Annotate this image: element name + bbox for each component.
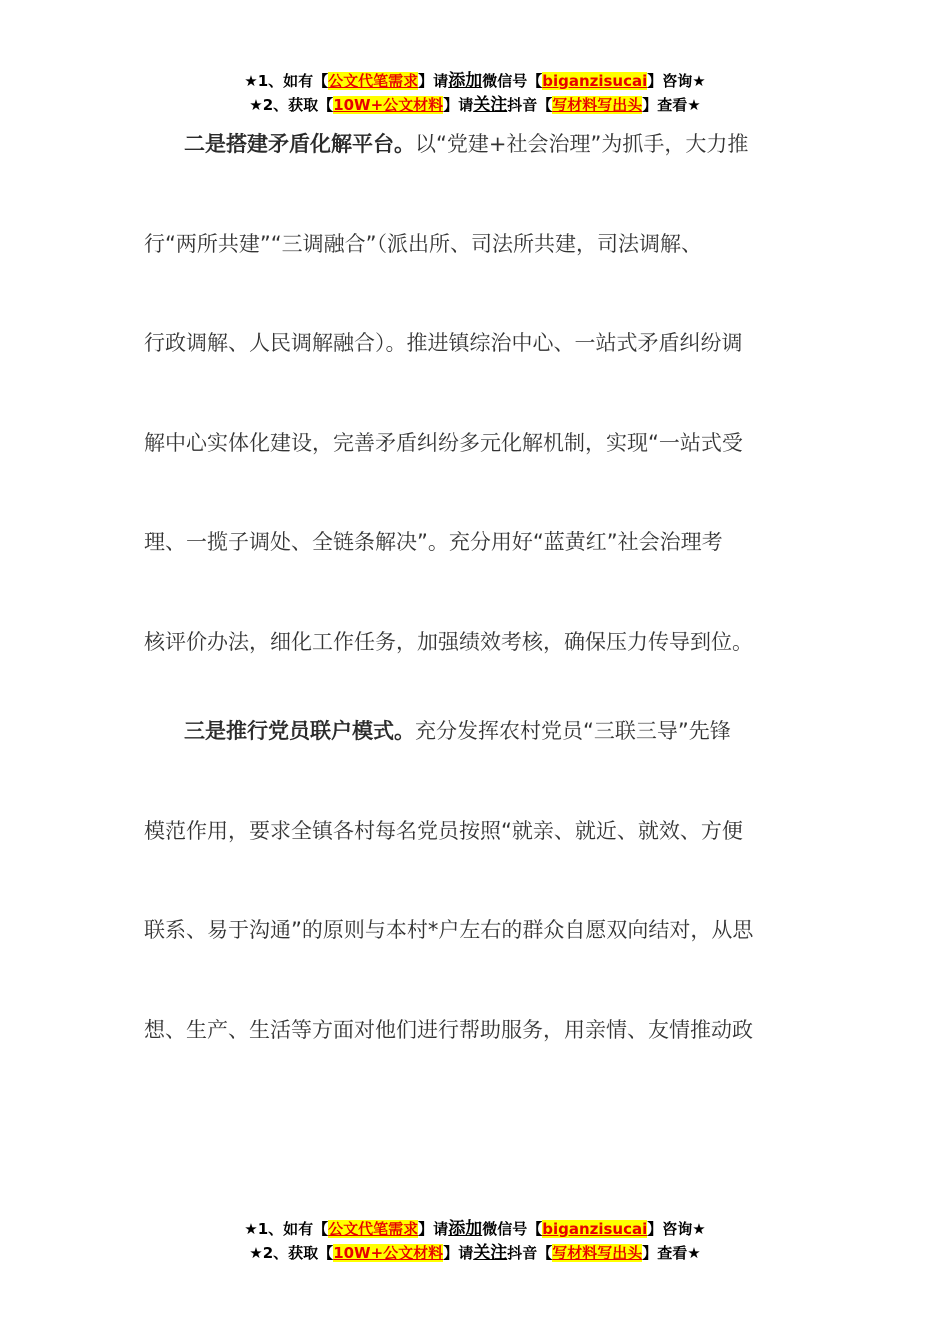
promo-line-1: [0, 69, 950, 93]
paragraph-text: 以“党建+社会治理”为抓手，大力推: [415, 132, 749, 156]
paragraph-line: 解中心实体化建设，完善矛盾纠纷多元化解机制，实现“一站式受: [144, 430, 743, 455]
promo-highlight-wechat-id: biganzisucai: [542, 72, 648, 90]
promo-text: 抖音【: [507, 1244, 553, 1262]
paragraph-line: 理、一揽子调处、全链条解决”。充分用好“蓝黄红”社会治理考: [144, 530, 723, 554]
paragraph-lead: 二是搭建矛盾化解平台。: [184, 132, 415, 156]
paragraph-party-household: [144, 712, 808, 1110]
promo-line-1: [0, 1217, 950, 1241]
document-body: [144, 125, 808, 1110]
promo-line-2: [0, 1241, 950, 1265]
promo-text: ★1、如有【: [244, 72, 329, 90]
paragraph-line: 想、生产、生活等方面对他们进行帮助服务，用亲情、友情推动政: [144, 1017, 753, 1042]
paragraph-line: 联系、易于沟通”的原则与本村*户左右的群众自愿双向结对，从思: [144, 918, 754, 942]
promo-highlight-douyin: 写材料写出头: [552, 1244, 643, 1262]
paragraph-line: 模范作用，要求全镇各村每名党员按照“就亲、就近、就效、方便: [144, 818, 743, 843]
promo-highlight: 公文代笔需求: [328, 72, 419, 90]
promo-emphasis: 添加: [448, 1219, 483, 1239]
paragraph-first-line: [144, 125, 808, 225]
paragraph-line: 行“两所共建”“三调融合”（派出所、司法所共建，司法调解、: [144, 231, 703, 256]
promo-text: 】查看★: [642, 96, 701, 114]
paragraph-first-line: [144, 712, 808, 812]
promo-text: 】咨询★: [647, 1220, 706, 1238]
paragraph-line: 行政调解、人民调解融合）。推进镇综治中心、一站式矛盾纠纷调: [144, 331, 743, 355]
promo-emphasis: 添加: [448, 71, 483, 91]
promo-text: 】请: [418, 72, 449, 90]
promo-text: 】请: [443, 96, 474, 114]
paragraph-lead: 三是推行党员联户模式。: [184, 719, 415, 743]
promo-banner-bottom: [0, 1217, 950, 1265]
promo-highlight: 公文代笔需求: [328, 1220, 419, 1238]
promo-text: 】查看★: [642, 1244, 701, 1262]
promo-highlight-douyin: 写材料写出头: [552, 96, 643, 114]
promo-emphasis: 关注: [473, 95, 508, 115]
promo-text: ★2、获取【: [249, 96, 334, 114]
paragraph-line: 核评价办法，细化工作任务，加强绩效考核，确保压力传导到位。: [144, 629, 753, 654]
promo-text: ★1、如有【: [244, 1220, 329, 1238]
paragraph-text: 充分发挥农村党员“三联三导”先锋: [415, 719, 731, 743]
promo-text: 】请: [418, 1220, 449, 1238]
promo-highlight: 10W+公文材料: [333, 1244, 444, 1262]
promo-text: 】请: [443, 1244, 474, 1262]
promo-text: 】咨询★: [647, 72, 706, 90]
promo-text: 微信号【: [482, 72, 543, 90]
promo-banner-top: [0, 69, 950, 117]
promo-highlight: 10W+公文材料: [333, 96, 444, 114]
promo-text: ★2、获取【: [249, 1244, 334, 1262]
promo-highlight-wechat-id: biganzisucai: [542, 1220, 648, 1238]
paragraph-mediation-platform: [144, 125, 808, 722]
promo-line-2: [0, 93, 950, 117]
promo-text: 抖音【: [507, 96, 553, 114]
promo-text: 微信号【: [482, 1220, 543, 1238]
promo-emphasis: 关注: [473, 1243, 508, 1263]
